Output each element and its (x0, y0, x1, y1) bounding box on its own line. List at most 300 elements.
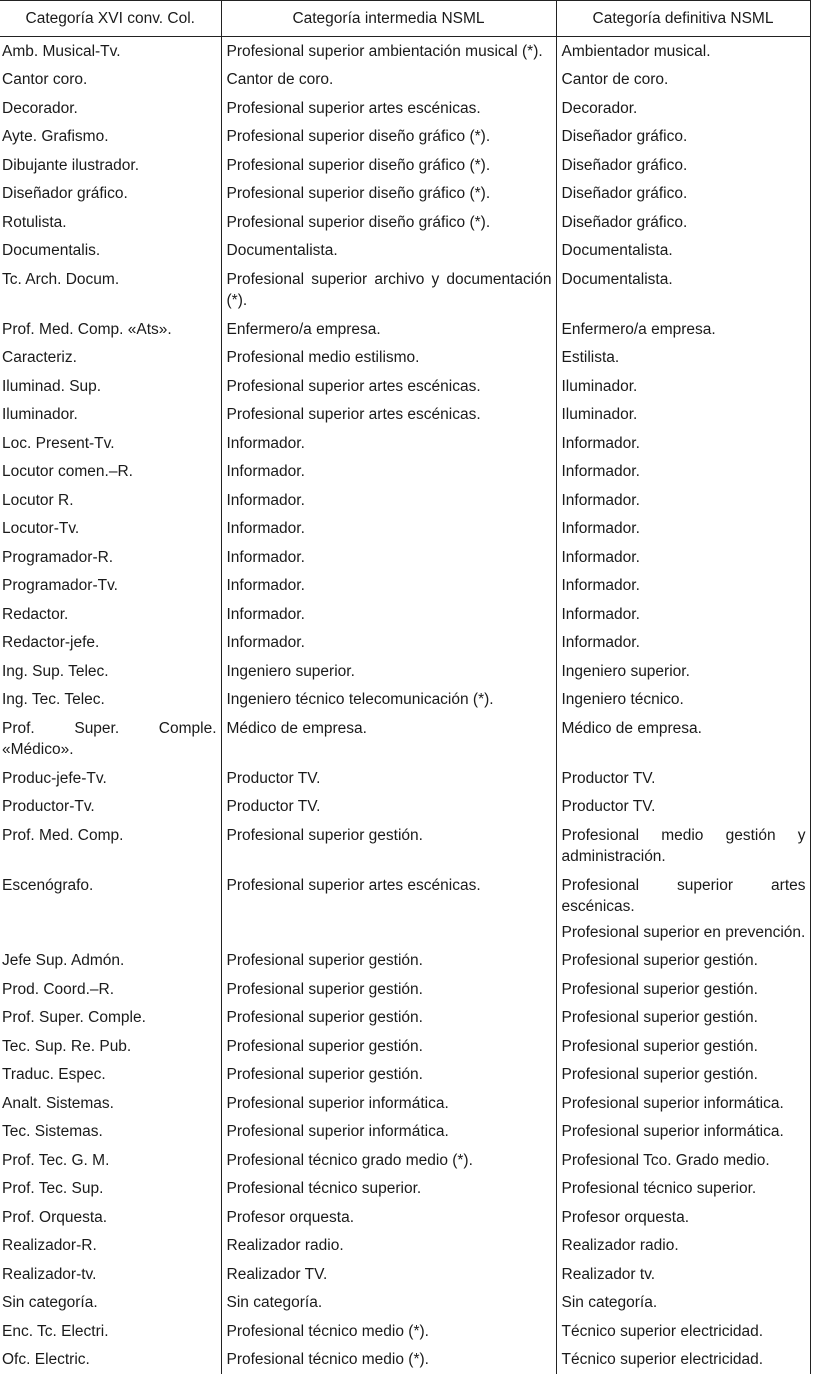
cell-text: Informador. (227, 575, 552, 597)
cell-text: Diseñador gráfico. (562, 212, 806, 234)
table-row (0, 315, 810, 344)
column-header-xvi: Categoría XVI conv. Col. (0, 1, 221, 37)
cell-definitiva (556, 37, 810, 66)
cell-text: Programador-Tv. (2, 575, 217, 597)
cell-definitiva (556, 1289, 810, 1318)
cell-text: Profesional técnico medio (*). (227, 1349, 552, 1371)
cell-text: Ingeniero técnico. (562, 689, 806, 711)
cell-text: Profesional técnico grado medio (*). (227, 1150, 552, 1172)
cell-text: Loc. Present-Tv. (2, 433, 217, 455)
cell-definitiva (556, 821, 810, 871)
cell-xvi (0, 66, 221, 95)
cell-text: Profesional superior diseño gráfico (*). (227, 212, 552, 234)
cell-definitiva (556, 600, 810, 629)
cell-text: Sin categoría. (2, 1292, 217, 1314)
cell-xvi (0, 515, 221, 544)
cell-text: Cantor coro. (2, 69, 217, 91)
cell-text: Ing. Sup. Telec. (2, 661, 217, 683)
cell-text: Profesional superior diseño gráfico (*). (227, 155, 552, 177)
cell-xvi (0, 947, 221, 976)
table-row (0, 764, 810, 793)
cell-xvi (0, 793, 221, 822)
cell-xvi (0, 543, 221, 572)
cell-xvi (0, 821, 221, 871)
table-row (0, 66, 810, 95)
cell-text: Profesor orquesta. (227, 1207, 552, 1229)
table-row (0, 458, 810, 487)
cell-text: Ofc. Electric. (2, 1349, 217, 1371)
cell-text: Médico de empresa. (227, 718, 552, 740)
cell-text: Enfermero/a empresa. (227, 319, 552, 341)
cell-text: Profesional superior informática. (227, 1121, 552, 1143)
cell-text: Diseñador gráfico. (562, 155, 806, 177)
cell-definitiva (556, 1061, 810, 1090)
table-row (0, 180, 810, 209)
column-header-intermedia: Categoría intermedia NSML (221, 1, 556, 37)
cell-text: Profesor orquesta. (562, 1207, 806, 1229)
cell-text: Profesional Tco. Grado medio. (562, 1150, 806, 1172)
cell-xvi (0, 1203, 221, 1232)
table-row (0, 344, 810, 373)
cell-text: Realizador radio. (562, 1235, 806, 1257)
cell-definitiva (556, 515, 810, 544)
cell-text: Prof. Super. Comple. «Médico». (2, 718, 217, 761)
cell-definitiva (556, 871, 810, 947)
cell-text: Profesional superior gestión. (562, 1036, 806, 1058)
cell-intermedia (221, 180, 556, 209)
cell-xvi (0, 1032, 221, 1061)
cell-text: Profesional superior informática. (227, 1093, 552, 1115)
table-row (0, 657, 810, 686)
cell-intermedia (221, 66, 556, 95)
cell-text: Ingeniero superior. (562, 661, 806, 683)
cell-text: Enfermero/a empresa. (562, 319, 806, 341)
cell-text: Informador. (227, 547, 552, 569)
cell-text: Iluminador. (562, 404, 806, 426)
table-row (0, 151, 810, 180)
cell-text: Cantor de coro. (227, 69, 552, 91)
cell-text: Profesional superior gestión. (227, 1036, 552, 1058)
cell-intermedia (221, 237, 556, 266)
cell-text: Decorador. (2, 98, 217, 120)
cell-xvi (0, 151, 221, 180)
cell-text: Informador. (562, 518, 806, 540)
table-row (0, 793, 810, 822)
cell-text: Ambientador musical. (562, 41, 806, 63)
cell-text: Informador. (562, 461, 806, 483)
cell-definitiva (556, 947, 810, 976)
cell-intermedia (221, 1118, 556, 1147)
cell-intermedia (221, 947, 556, 976)
cell-intermedia (221, 975, 556, 1004)
table-row (0, 372, 810, 401)
cell-definitiva (556, 572, 810, 601)
cell-xvi (0, 1118, 221, 1147)
cell-xvi (0, 714, 221, 764)
table-row (0, 1346, 810, 1374)
cell-text: Informador. (562, 490, 806, 512)
cell-text: Tec. Sistemas. (2, 1121, 217, 1143)
cell-xvi (0, 1175, 221, 1204)
cell-text: Redactor. (2, 604, 217, 626)
cell-text: Profesional medio gestión y administración. (562, 825, 806, 868)
cell-xvi (0, 37, 221, 66)
cell-definitiva (556, 208, 810, 237)
cell-text: Prof. Med. Comp. «Ats». (2, 319, 217, 341)
cell-xvi (0, 208, 221, 237)
cell-xvi (0, 237, 221, 266)
cell-text: Realizador tv. (562, 1264, 806, 1286)
cell-intermedia (221, 123, 556, 152)
cell-definitiva (556, 1004, 810, 1033)
table-row (0, 1289, 810, 1318)
cell-text: Ingeniero superior. (227, 661, 552, 683)
cell-definitiva (556, 66, 810, 95)
cell-text: Profesional superior diseño gráfico (*). (227, 183, 552, 205)
cell-xvi (0, 1004, 221, 1033)
cell-text: Realizador TV. (227, 1264, 552, 1286)
cell-text: Profesional superior informática. (562, 1121, 806, 1143)
cell-text: Profesional superior informática. (562, 1093, 806, 1115)
cell-text: Realizador-tv. (2, 1264, 217, 1286)
cell-intermedia (221, 871, 556, 947)
cell-definitiva (556, 1346, 810, 1374)
cell-xvi (0, 657, 221, 686)
cell-definitiva (556, 714, 810, 764)
cell-definitiva (556, 1032, 810, 1061)
cell-definitiva (556, 686, 810, 715)
cell-text: Informador. (562, 604, 806, 626)
cell-definitiva (556, 543, 810, 572)
cell-xvi (0, 686, 221, 715)
cell-definitiva (556, 1175, 810, 1204)
cell-xvi (0, 1317, 221, 1346)
cell-intermedia (221, 657, 556, 686)
cell-intermedia (221, 764, 556, 793)
cell-intermedia (221, 1203, 556, 1232)
table-row (0, 401, 810, 430)
cell-text: Productor TV. (562, 768, 806, 790)
cell-text: Informador. (227, 632, 552, 654)
cell-definitiva (556, 151, 810, 180)
table-header-row (0, 1, 810, 37)
cell-text: Prof. Med. Comp. (2, 825, 217, 847)
cell-text: Productor TV. (562, 796, 806, 818)
cell-intermedia (221, 1175, 556, 1204)
cell-definitiva (556, 657, 810, 686)
cell-text: Amb. Musical-Tv. (2, 41, 217, 63)
cell-text: Profesional superior gestión. (562, 950, 806, 972)
cell-text: Documentalista. (227, 240, 552, 262)
cell-text: Profesional superior gestión. (227, 950, 552, 972)
cell-definitiva (556, 793, 810, 822)
table-row (0, 429, 810, 458)
cell-text: Enc. Tc. Electri. (2, 1321, 217, 1343)
cell-text: Informador. (562, 433, 806, 455)
cell-definitiva (556, 1260, 810, 1289)
cell-intermedia (221, 37, 556, 66)
cell-xvi (0, 344, 221, 373)
cell-intermedia (221, 686, 556, 715)
cell-xvi (0, 1260, 221, 1289)
cell-xvi (0, 572, 221, 601)
cell-text: Profesional técnico superior. (562, 1178, 806, 1200)
cell-intermedia (221, 629, 556, 658)
cell-text: Prof. Orquesta. (2, 1207, 217, 1229)
cell-text: Tc. Arch. Docum. (2, 269, 217, 291)
cell-definitiva (556, 458, 810, 487)
cell-intermedia (221, 208, 556, 237)
cell-text: Profesional superior archivo y documentación (*). (227, 269, 552, 312)
cell-text: Estilista. (562, 347, 806, 369)
cell-text: Ing. Tec. Telec. (2, 689, 217, 711)
cell-definitiva (556, 429, 810, 458)
cell-intermedia (221, 486, 556, 515)
cell-intermedia (221, 1061, 556, 1090)
cell-text: Profesional superior artes escénicas. (227, 404, 552, 426)
cell-definitiva (556, 180, 810, 209)
cell-definitiva (556, 486, 810, 515)
cell-text: Documentalista. (562, 269, 806, 291)
cell-text: Profesional superior gestión. (227, 1007, 552, 1029)
cell-text: Traduc. Espec. (2, 1064, 217, 1086)
cell-text: Ayte. Grafismo. (2, 126, 217, 148)
cell-intermedia (221, 401, 556, 430)
cell-text: Locutor-Tv. (2, 518, 217, 540)
table-row (0, 1118, 810, 1147)
table-row (0, 1175, 810, 1204)
cell-xvi (0, 123, 221, 152)
cell-text: Diseñador gráfico. (2, 183, 217, 205)
cell-xvi (0, 94, 221, 123)
cell-text: Sin categoría. (562, 1292, 806, 1314)
cell-definitiva (556, 344, 810, 373)
table-row (0, 1061, 810, 1090)
table-row (0, 821, 810, 871)
cell-paragraph: Profesional superior artes escénicas. (562, 875, 806, 918)
cell-text: Informador. (562, 575, 806, 597)
cell-xvi (0, 180, 221, 209)
cell-text: Sin categoría. (227, 1292, 552, 1314)
cell-intermedia (221, 458, 556, 487)
cell-xvi (0, 458, 221, 487)
cell-text: Profesional superior artes escénicas. (227, 98, 552, 120)
table-row (0, 1146, 810, 1175)
cell-text: Profesional medio estilismo. (227, 347, 552, 369)
cell-text: Profesional superior gestión. (227, 979, 552, 1001)
cell-text: Locutor R. (2, 490, 217, 512)
cell-intermedia (221, 265, 556, 315)
cell-text: Documentalista. (562, 240, 806, 262)
cell-text: Iluminador. (562, 376, 806, 398)
cell-text: Productor-Tv. (2, 796, 217, 818)
cell-text: Profesional superior gestión. (227, 1064, 552, 1086)
cell-intermedia (221, 515, 556, 544)
column-header-definitiva: Categoría definitiva NSML (556, 1, 810, 37)
cell-intermedia (221, 344, 556, 373)
cell-text: Técnico superior electricidad. (562, 1321, 806, 1343)
cell-text: Iluminador. (2, 404, 217, 426)
table-row (0, 486, 810, 515)
cell-intermedia (221, 94, 556, 123)
cell-xvi (0, 486, 221, 515)
cell-text: Dibujante ilustrador. (2, 155, 217, 177)
table-row (0, 871, 810, 947)
cell-definitiva (556, 1118, 810, 1147)
cell-text: Ingeniero técnico telecomunicación (*). (227, 689, 552, 711)
cell-text: Cantor de coro. (562, 69, 806, 91)
cell-text: Prof. Tec. Sup. (2, 1178, 217, 1200)
cell-xvi (0, 265, 221, 315)
cell-definitiva (556, 265, 810, 315)
cell-intermedia (221, 1289, 556, 1318)
cell-text: Productor TV. (227, 768, 552, 790)
cell-text: Tec. Sup. Re. Pub. (2, 1036, 217, 1058)
cell-definitiva (556, 237, 810, 266)
cell-text: Informador. (227, 461, 552, 483)
cell-xvi (0, 1346, 221, 1374)
cell-text: Profesional superior artes escénicas. (227, 376, 552, 398)
cell-text: Profesional superior gestión. (562, 1064, 806, 1086)
cell-intermedia (221, 372, 556, 401)
cell-text: Profesional superior gestión. (562, 1007, 806, 1029)
cell-text: Informador. (227, 518, 552, 540)
cell-xvi (0, 764, 221, 793)
cell-intermedia (221, 1346, 556, 1374)
cell-definitiva (556, 315, 810, 344)
cell-intermedia (221, 1317, 556, 1346)
cell-text: Caracteriz. (2, 347, 217, 369)
cell-intermedia (221, 1146, 556, 1175)
cell-text: Profesional superior ambientación musical (*). (227, 41, 552, 63)
cell-text: Jefe Sup. Admón. (2, 950, 217, 972)
table-row (0, 600, 810, 629)
cell-intermedia (221, 151, 556, 180)
cell-definitiva (556, 1203, 810, 1232)
cell-definitiva (556, 629, 810, 658)
cell-definitiva (556, 1232, 810, 1261)
cell-definitiva (556, 1089, 810, 1118)
cell-intermedia (221, 1032, 556, 1061)
cell-xvi (0, 1061, 221, 1090)
cell-text: Profesional superior artes escénicas. (227, 875, 552, 897)
cell-definitiva (556, 764, 810, 793)
cell-intermedia (221, 821, 556, 871)
cell-text: Realizador-R. (2, 1235, 217, 1257)
cell-text: Informador. (562, 632, 806, 654)
cell-xvi (0, 429, 221, 458)
cell-text: Informador. (227, 433, 552, 455)
table-row (0, 94, 810, 123)
cell-intermedia (221, 315, 556, 344)
cell-text: Programador-R. (2, 547, 217, 569)
cell-text: Documentalis. (2, 240, 217, 262)
table-row (0, 1317, 810, 1346)
cell-text: Productor TV. (227, 796, 552, 818)
cell-intermedia (221, 543, 556, 572)
cell-definitiva (556, 123, 810, 152)
cell-text: Informador. (562, 547, 806, 569)
cell-text: Locutor comen.–R. (2, 461, 217, 483)
cell-xvi (0, 372, 221, 401)
cell-paragraph: Profesional superior en prevención. (562, 922, 806, 944)
table-row (0, 123, 810, 152)
table-row (0, 37, 810, 66)
cell-xvi (0, 975, 221, 1004)
cell-definitiva (556, 401, 810, 430)
cell-definitiva (556, 1146, 810, 1175)
cell-text: Prod. Coord.–R. (2, 979, 217, 1001)
cell-text: Prof. Tec. G. M. (2, 1150, 217, 1172)
table-row (0, 686, 810, 715)
table-body (0, 37, 810, 1374)
cell-text: Diseñador gráfico. (562, 183, 806, 205)
cell-intermedia (221, 572, 556, 601)
table-row (0, 947, 810, 976)
table-row (0, 1260, 810, 1289)
cell-text: Realizador radio. (227, 1235, 552, 1257)
cell-xvi (0, 871, 221, 947)
table-row (0, 629, 810, 658)
cell-xvi (0, 600, 221, 629)
cell-xvi (0, 1146, 221, 1175)
cell-intermedia (221, 1260, 556, 1289)
cell-xvi (0, 401, 221, 430)
cell-intermedia (221, 1004, 556, 1033)
table-row (0, 1089, 810, 1118)
table-row (0, 714, 810, 764)
cell-xvi (0, 1232, 221, 1261)
table-row (0, 208, 810, 237)
cell-text: Prof. Super. Comple. (2, 1007, 217, 1029)
table-row (0, 237, 810, 266)
cell-text: Profesional técnico superior. (227, 1178, 552, 1200)
cell-definitiva (556, 975, 810, 1004)
cell-intermedia (221, 714, 556, 764)
cell-xvi (0, 629, 221, 658)
cell-intermedia (221, 1089, 556, 1118)
cell-text: Produc-jefe-Tv. (2, 768, 217, 790)
cell-text: Médico de empresa. (562, 718, 806, 740)
cell-xvi (0, 315, 221, 344)
cell-text: Informador. (227, 604, 552, 626)
cell-xvi (0, 1289, 221, 1318)
cell-definitiva (556, 372, 810, 401)
cell-text: Escenógrafo. (2, 875, 217, 897)
table-row (0, 1004, 810, 1033)
cell-text: Rotulista. (2, 212, 217, 234)
cell-intermedia (221, 600, 556, 629)
cell-intermedia (221, 793, 556, 822)
table-row (0, 572, 810, 601)
cell-text: Iluminad. Sup. (2, 376, 217, 398)
table-row (0, 1032, 810, 1061)
table-row (0, 543, 810, 572)
cell-text: Informador. (227, 490, 552, 512)
cell-text: Decorador. (562, 98, 806, 120)
table-row (0, 515, 810, 544)
cell-text: Analt. Sistemas. (2, 1093, 217, 1115)
cell-definitiva (556, 94, 810, 123)
cell-xvi (0, 1089, 221, 1118)
cell-text: Profesional técnico medio (*). (227, 1321, 552, 1343)
table-row (0, 1203, 810, 1232)
cell-definitiva (556, 1317, 810, 1346)
cell-text: Redactor-jefe. (2, 632, 217, 654)
cell-intermedia (221, 1232, 556, 1261)
cell-text: Profesional superior diseño gráfico (*). (227, 126, 552, 148)
cell-intermedia (221, 429, 556, 458)
